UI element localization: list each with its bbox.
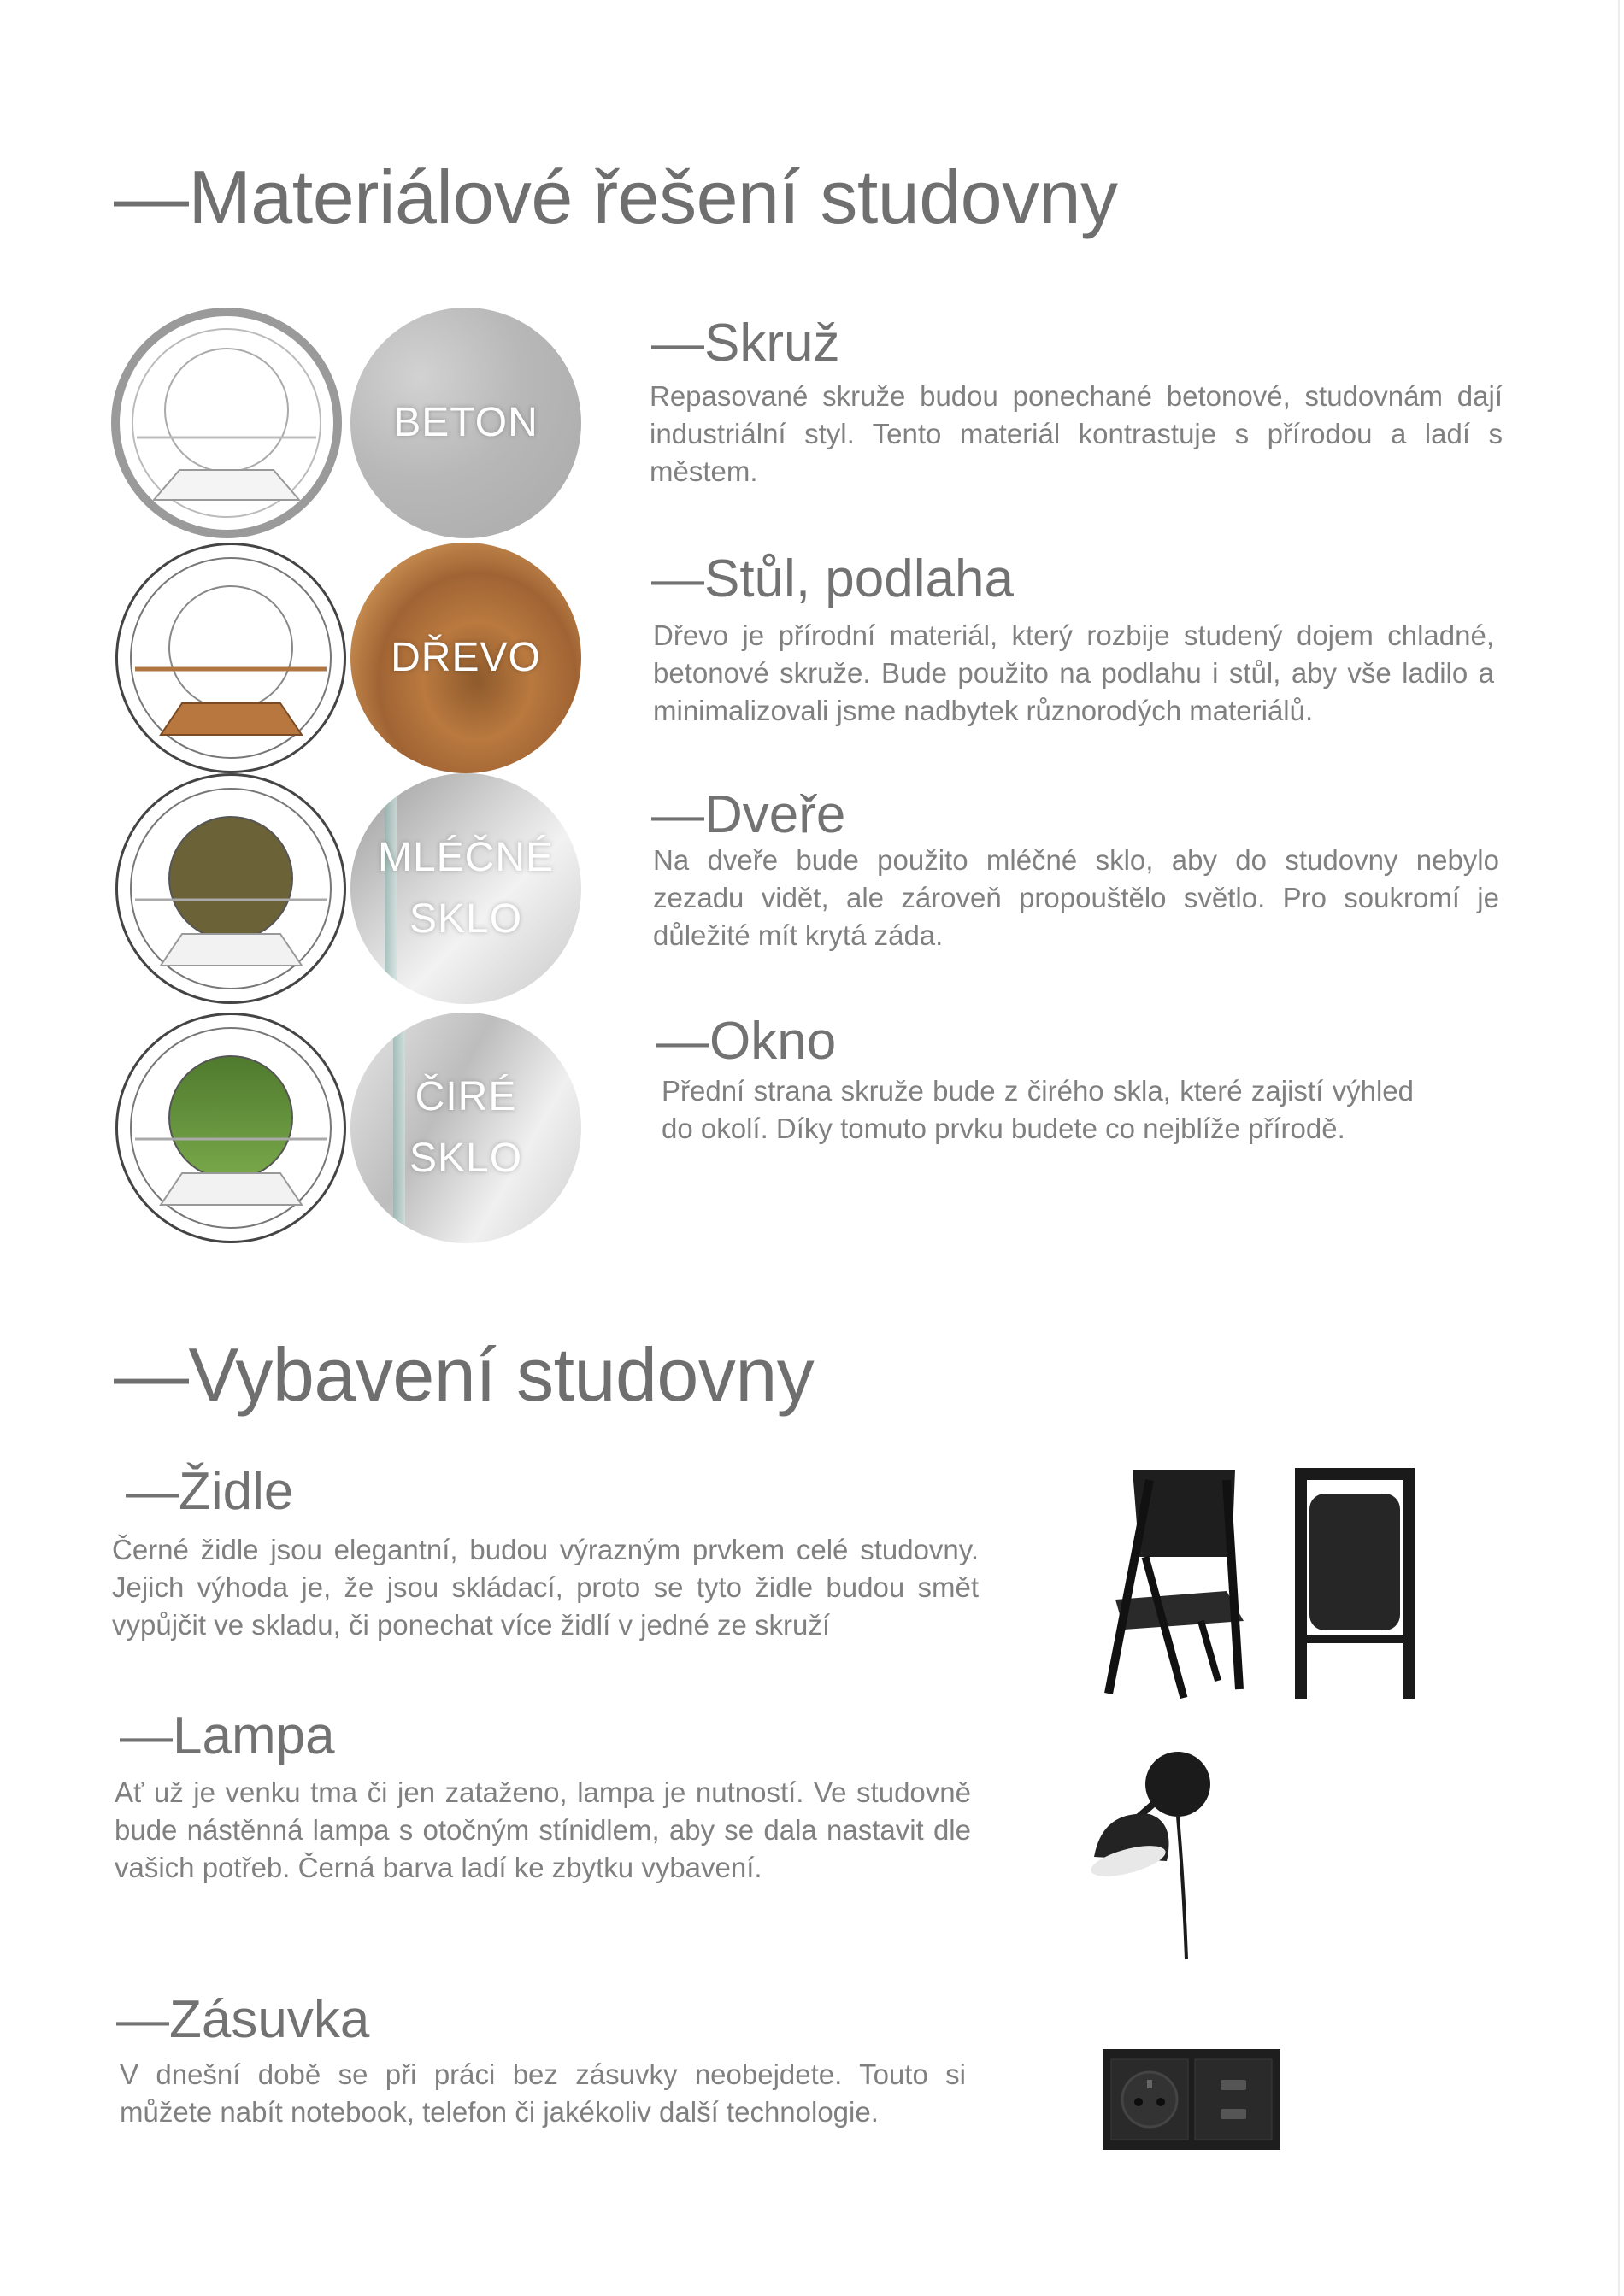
- page-edge: [1618, 0, 1620, 2296]
- heading-dvere: —Dveře: [651, 785, 846, 844]
- text-lampa: Ať už je venku tma či jen zataženo, lampa je nutností. Ve studovně bude nástěnná lampa s otočným stínidlem, aby se dala nastavit dle vašich potřeb. Černá barva ladí ke zbytku vybavení.: [115, 1776, 971, 1883]
- text-stul-podlaha: Dřevo je přírodní materiál, který rozbije studený dojem chladné, betonové skruže. Bude použito na podlahu i stůl, aby vše ladilo a minimalizovali jsme nadbytek různorodých materiálů.: [653, 620, 1494, 726]
- text-zidle: Černé židle jsou elegantní, budou výrazným prvkem celé studovny. Jejich výhoda je, že jsou skládací, proto se tyto židle budou smět vypůjčit ve skladu, či ponechat více židlí v jedné ze skruží: [112, 1534, 979, 1641]
- wall-lamp-image: [1077, 1750, 1222, 1964]
- swatch-cire-label-1: ČIRÉ: [415, 1074, 517, 1119]
- skruz-wood-sketch: [115, 543, 346, 773]
- folding-chair-side-image: [1098, 1463, 1252, 1702]
- sketch-lines: [118, 1015, 344, 1241]
- skruz-concrete-sketch: [111, 308, 342, 538]
- sketch-lines: [118, 545, 344, 771]
- heading-okno: —Okno: [656, 1012, 837, 1071]
- swatch-drevo: [350, 543, 581, 773]
- text-dvere: Na dveře bude použito mléčné sklo, aby do studovny nebylo zezadu vidět, ale zároveň propouštělo světlo. Pro soukromí je důležité mít krytá záda.: [653, 844, 1499, 951]
- text-zasuvka: V dnešní době se při práci bez zásuvky neobejdete. Touto si můžete nabít notebook, telefon či jakékoliv další technologie.: [120, 2058, 966, 2128]
- sketch-lines: [120, 316, 333, 530]
- wall-socket-image: [1103, 2049, 1280, 2150]
- skruz-milky-glass-sketch: [115, 773, 346, 1004]
- section-title-equipment: —Vybavení studovny: [114, 1332, 815, 1417]
- heading-skruz: —Skruž: [651, 314, 840, 373]
- swatch-mlecne-sklo: [350, 773, 581, 1004]
- heading-zasuvka: —Zásuvka: [116, 1990, 370, 2049]
- skruz-clear-glass-sketch: [115, 1013, 346, 1243]
- swatch-beton-label: BETON: [393, 400, 538, 445]
- swatch-cire-label-2: SKLO: [409, 1136, 523, 1181]
- text-okno: Přední strana skruže bude z čirého skla, které zajistí výhled do okolí. Díky tomuto prvku budete co nejblíže přírodě.: [662, 1075, 1414, 1144]
- section-title-materials: —Materiálové řešení studovny: [114, 155, 1118, 239]
- swatch-drevo-label: DŘEVO: [391, 635, 541, 680]
- glass-edge: [393, 1013, 405, 1243]
- glass-edge: [385, 773, 397, 1004]
- swatch-mlecne-label-2: SKLO: [409, 896, 523, 942]
- text-skruz: Repasované skruže budou ponechané betonové, studovnám dají industriální styl. Tento materiál kontrastuje s přírodou a ladí s městem.: [650, 380, 1503, 487]
- folding-chair-front-image: [1291, 1468, 1419, 1703]
- heading-zidle: —Židle: [126, 1462, 294, 1521]
- heading-lampa: —Lampa: [120, 1706, 335, 1765]
- sketch-lines: [118, 776, 344, 1001]
- heading-stul-podlaha: —Stůl, podlaha: [651, 549, 1014, 608]
- swatch-beton: [350, 308, 581, 538]
- swatch-cire-sklo: [350, 1013, 581, 1243]
- swatch-mlecne-label-1: MLÉČNÉ: [377, 835, 555, 880]
